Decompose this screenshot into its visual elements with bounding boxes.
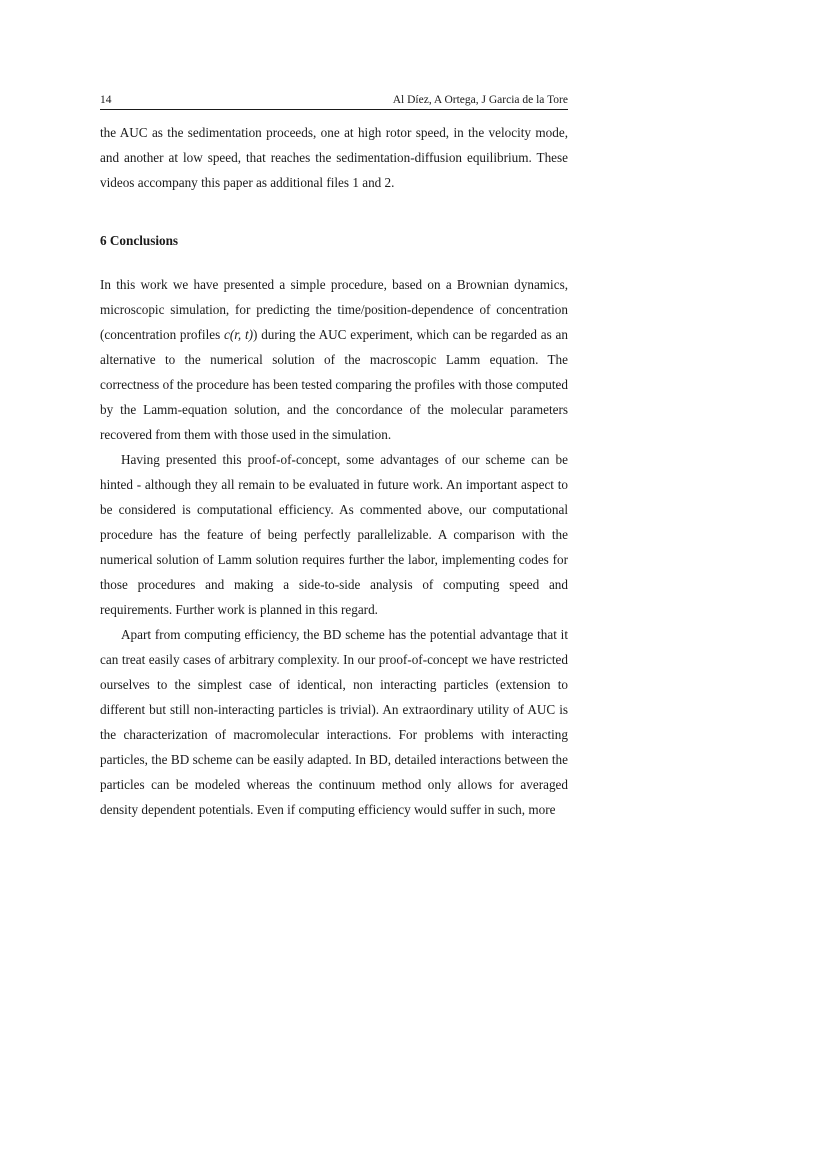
- section-body: [100, 272, 568, 822]
- intro-paragraph: the AUC as the sedimentation proceeds, one at high rotor speed, in the velocity mode, and another at low speed, that reaches the sedimentation-diffusion equilibrium. These videos accompany this paper as additional files 1 and 2.: [100, 125, 568, 190]
- paragraph-1-text-b: ) during the AUC experiment, which can be regarded as an alternative to the numerical solution of the macroscopic Lamm equation. The correctness of the procedure has been tested comparing the profiles with those computed by the Lamm-equation solution, and the concordance of the molecular parameters recovered from them with those used in the simulation.: [100, 327, 568, 442]
- paragraph-1: [100, 272, 568, 447]
- paragraph-2: Having presented this proof-of-concept, some advantages of our scheme can be hinted - although they all remain to be evaluated in future work. An important aspect to be considered is computational efficiency. As commented above, our computational procedure has the feature of being perfectly parallelizable. A comparison with the numerical solution of Lamm solution requires further the labor, implementing codes for those procedures and making a side-to-side analysis of computing speed and requirements. Further work is planned in this regard.: [100, 452, 568, 617]
- running-header-authors: Al Díez, A Ortega, J Garcia de la Tore: [392, 94, 568, 106]
- paragraph-1-text-a: In this work we have presented a simple procedure, based on a Brownian dynamics, microscopic simulation, for predicting the time/position-dependence of concentration (concentration profiles: [100, 277, 568, 342]
- paragraph-3: Apart from computing efficiency, the BD scheme has the potential advantage that it can treat easily cases of arbitrary complexity. In our proof-of-concept we have restricted ourselves to the simplest case of identical, non interacting particles (extension to different but still non-interacting particles is trivial). An extraordinary utility of AUC is the characterization of macromolecular interactions. For problems with interacting particles, the BD scheme can be easily adapted. In BD, detailed interactions between the particles can be modeled whereas the continuum method only allows for averaged density dependent potentials. Even if computing efficiency would suffer in such, more: [100, 627, 568, 817]
- page-number: 14: [100, 94, 112, 106]
- paragraph-1-math: c(r, t): [224, 327, 254, 342]
- section-heading: 6 Conclusions: [100, 233, 179, 248]
- intro-text-block: [100, 120, 568, 195]
- running-header: [100, 90, 568, 110]
